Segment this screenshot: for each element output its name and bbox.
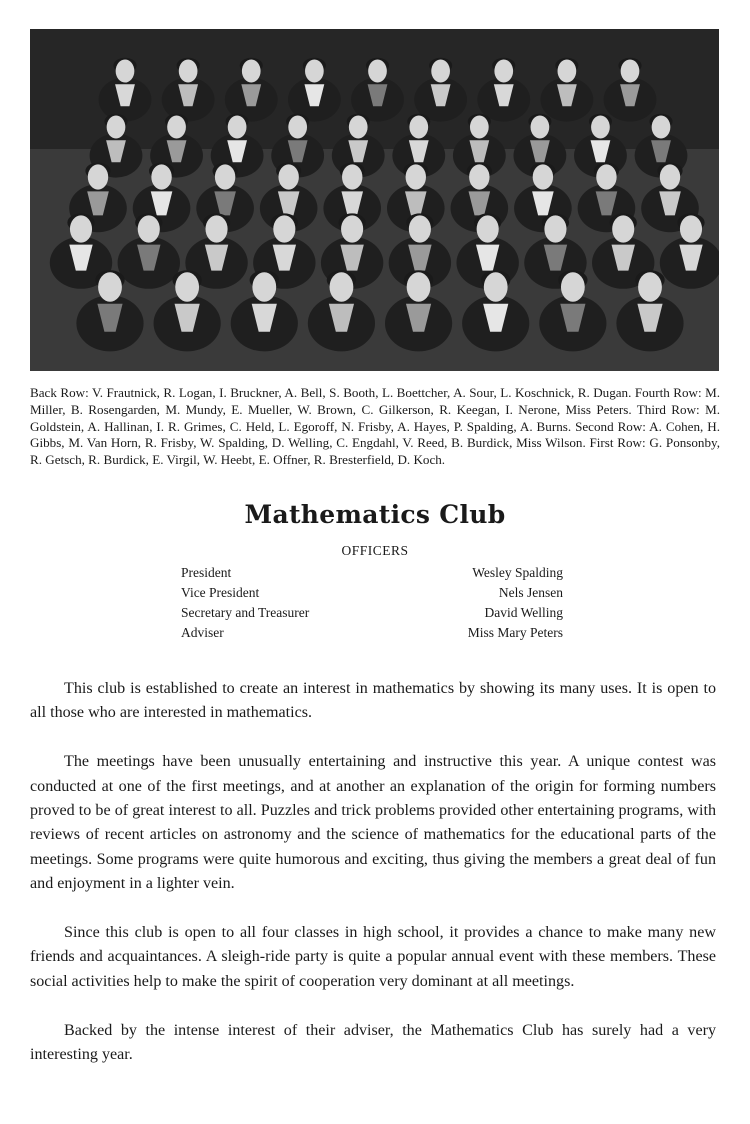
officer-row (181, 603, 563, 623)
body-paragraph: Backed by the intense interest of their adviser, the Mathematics Club has surely had a very interesting year. (30, 1021, 716, 1064)
body-paragraph: Since this club is open to all four classes in high school, it provides a chance to make many new friends and acquaintances. A sleigh-ride party is quite a popular annual event with these members. These social activities help to make the spirit of cooperation very dominant at all meetings. (30, 924, 716, 990)
photo-caption: Back Row: V. Frautnick, R. Logan, I. Bruckner, A. Bell, S. Booth, L. Boettcher, A. Sour, L. Koschnick, R. Dugan. Fourth Row: M. Miller, B. Rosengarden, M. Mundy, E. Mueller, W. Brown, C. Gilkerson, R. Keegan, I. Nerone, Miss Peters. Third Row: M. Goldstein, A. Hallinan, I. R. Grimes, C. Held, L. Egoroff, N. Frisby, A. Hayes, P. Spalding, A. Burns. Second Row: A. Cohen, H. Gibbs, M. Van Horn, R. Frisby, W. Spalding, D. Welling, C. Engdahl, V. Reed, B. Burdick, Miss Wilson. First Row: G. Ponsonby, R. Getsch, R. Burdick, E. Virgil, W. Heebt, E. Offner, R. Bresterfield, D. Koch. (30, 385, 720, 468)
officer-name: Nels Jensen (498, 585, 563, 600)
body-paragraph: The meetings have been unusually entertaining and instructive this year. A unique contest was conducted at one of the first meetings, and at another an explanation of the origin for forming numbers proved to be of great interest to all. Puzzles and trick problems provided other entertaining programs, with reviews of recent articles on astronomy and the science of mathematics for the educational parts of the meetings. Some programs were quite humorous and exciting, thus giving the members a great deal of fun and enjoyment in a lighter vein. (30, 753, 716, 893)
officers-list (181, 563, 563, 643)
officer-role: Adviser (181, 625, 224, 640)
body-text (30, 677, 716, 1092)
officer-row (181, 563, 563, 583)
officer-row (181, 583, 563, 603)
officer-name: David Welling (484, 605, 563, 620)
officer-role: Secretary and Treasurer (181, 605, 310, 620)
group-photo (30, 29, 719, 371)
officer-name: Wesley Spalding (472, 565, 563, 580)
body-paragraph: This club is established to create an interest in mathematics by showing its many uses. It is open to all those who are interested in mathematics. (30, 680, 716, 722)
officer-name: Miss Mary Peters (467, 625, 563, 640)
officer-row (181, 623, 563, 643)
page-title: Mathematics Club (244, 500, 506, 529)
officer-role: Vice President (181, 585, 260, 600)
officer-role: President (181, 565, 232, 580)
officers-heading: OFFICERS (341, 543, 409, 558)
